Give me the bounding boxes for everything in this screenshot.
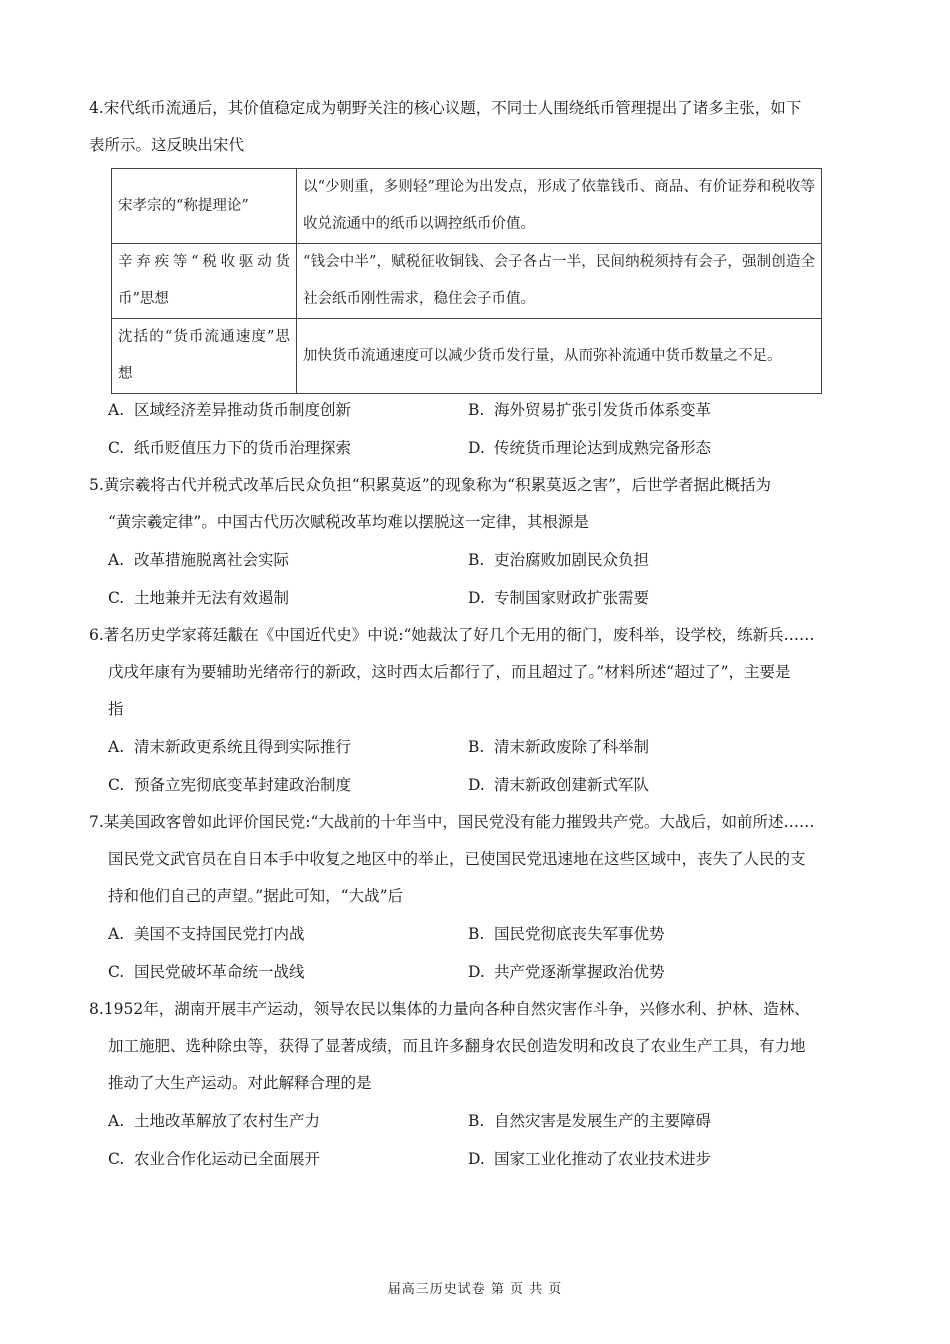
- option-a[interactable]: A. 区域经济差异推动货币制度创新: [108, 401, 352, 419]
- stem-line: 加工施肥、选种除虫等，获得了显著成绩，而且许多翻身农民创造发明和改良了农业生产工具，有力地: [108, 1037, 806, 1055]
- stem-line: “黄宗羲定律”。中国古代历次赋税改革均难以摆脱这一定律，其根源是: [108, 513, 589, 531]
- option-a[interactable]: A. 清末新政更系统且得到实际推行: [108, 738, 352, 756]
- stem-line: 4.宋代纸币流通后，其价值稳定成为朝野关注的核心议题，不同士人围绕纸币管理提出了诸多主张，如下: [89, 99, 802, 117]
- question-5-stem: [89, 467, 864, 541]
- stem-line: 国民党文武官员在自日本手中收复之地区中的举止，已使国民党迅速地在这些区域中，丧失了人民的支: [108, 850, 806, 868]
- table-cell: 加快货币流通速度可以减少货币发行量，从而弥补流通中货币数量之不足。: [297, 319, 822, 394]
- option-d[interactable]: D. 传统货币理论达到成熟完备形态: [468, 438, 712, 457]
- stem-line: 戊戌年康有为要辅助光绪帝行的新政，这时西太后都行了，而且超过了。”材料所述“超过了”，主要是: [108, 663, 791, 681]
- option-c[interactable]: C. 预备立宪彻底变革封建政治制度: [108, 775, 352, 794]
- option-b[interactable]: B. 国民党彻底丧失军事优势: [468, 925, 665, 943]
- table-cell: 沈括的“货币流通速度”思想: [112, 319, 297, 394]
- material-table: [111, 168, 822, 394]
- table-row: [112, 244, 822, 319]
- option-d[interactable]: D. 专制国家财政扩张需要: [468, 588, 650, 607]
- question-8-stem: [89, 991, 864, 1102]
- stem-line: 推动了大生产运动。对此解释合理的是: [108, 1074, 372, 1092]
- option-a[interactable]: A. 土地改革解放了农村生产力: [108, 1112, 321, 1130]
- option-d[interactable]: D. 共产党逐渐掌握政治优势: [468, 962, 665, 981]
- stem-line: 7.某美国政客曾如此评价国民党:“大战前的十年当中，国民党没有能力摧毁共产党。大战后，如前所述……: [89, 813, 815, 831]
- table-cell: 以“少则重，多则轻”理论为出发点，形成了依靠钱币、商品、有价证券和税收等收兑流通中的纸币以调控纸币价值。: [297, 169, 822, 244]
- question-5-options: [108, 542, 848, 617]
- option-d[interactable]: D. 清末新政创建新式军队: [468, 775, 650, 794]
- stem-line: 指: [108, 700, 124, 718]
- stem-line: 6.著名历史学家蒋廷黻在《中国近代史》中说:“她裁汰了好几个无用的衙门，废科举，设学校，练新兵……: [89, 626, 815, 644]
- option-c[interactable]: C. 农业合作化运动已全面展开: [108, 1149, 321, 1168]
- question-4-options: [108, 392, 848, 467]
- option-a[interactable]: A. 改革措施脱离社会实际: [108, 551, 290, 569]
- question-6-options: [108, 729, 848, 804]
- page-footer: 届高三历史试卷 第 页 共 页: [387, 1282, 563, 1297]
- option-b[interactable]: B. 吏治腐败加剧民众负担: [468, 551, 650, 569]
- option-b[interactable]: B. 清末新政废除了科举制: [468, 738, 650, 756]
- table-cell: 宋孝宗的“称提理论”: [112, 169, 297, 244]
- question-7-stem: [89, 804, 864, 915]
- question-8-options: [108, 1103, 848, 1178]
- option-b[interactable]: B. 海外贸易扩张引发货币体系变革: [468, 401, 712, 419]
- question-4-stem: [89, 90, 864, 164]
- table-cell: 辛弃疾等“税收驱动货币”思想: [112, 244, 297, 319]
- option-c[interactable]: C. 土地兼并无法有效遏制: [108, 588, 290, 607]
- option-d[interactable]: D. 国家工业化推动了农业技术进步: [468, 1149, 712, 1168]
- stem-line: 表所示。这反映出宋代: [89, 136, 245, 154]
- option-c[interactable]: C. 国民党破坏革命统一战线: [108, 962, 305, 981]
- option-c[interactable]: C. 纸币贬值压力下的货币治理探索: [108, 438, 352, 457]
- table-row: [112, 319, 822, 394]
- option-a[interactable]: A. 美国不支持国民党打内战: [108, 925, 305, 943]
- table-cell: “钱会中半”，赋税征收铜钱、会子各占一半，民间纳税须持有会子，强制创造全社会纸币刚性需求，稳住会子币值。: [297, 244, 822, 319]
- question-6-stem: [89, 617, 864, 728]
- option-b[interactable]: B. 自然灾害是发展生产的主要障碍: [468, 1112, 712, 1130]
- question-7-options: [108, 916, 848, 991]
- stem-line: 5.黄宗羲将古代并税式改革后民众负担“积累莫返”的现象称为“积累莫返之害”，后世学者据此概括为: [89, 476, 771, 494]
- stem-line: 持和他们自己的声望。”据此可知，“大战”后: [108, 887, 404, 905]
- stem-line: 8.1952年，湖南开展丰产运动，领导农民以集体的力量向各种自然灾害作斗争，兴修水利、护林、造林、: [89, 1000, 810, 1018]
- table-row: [112, 169, 822, 244]
